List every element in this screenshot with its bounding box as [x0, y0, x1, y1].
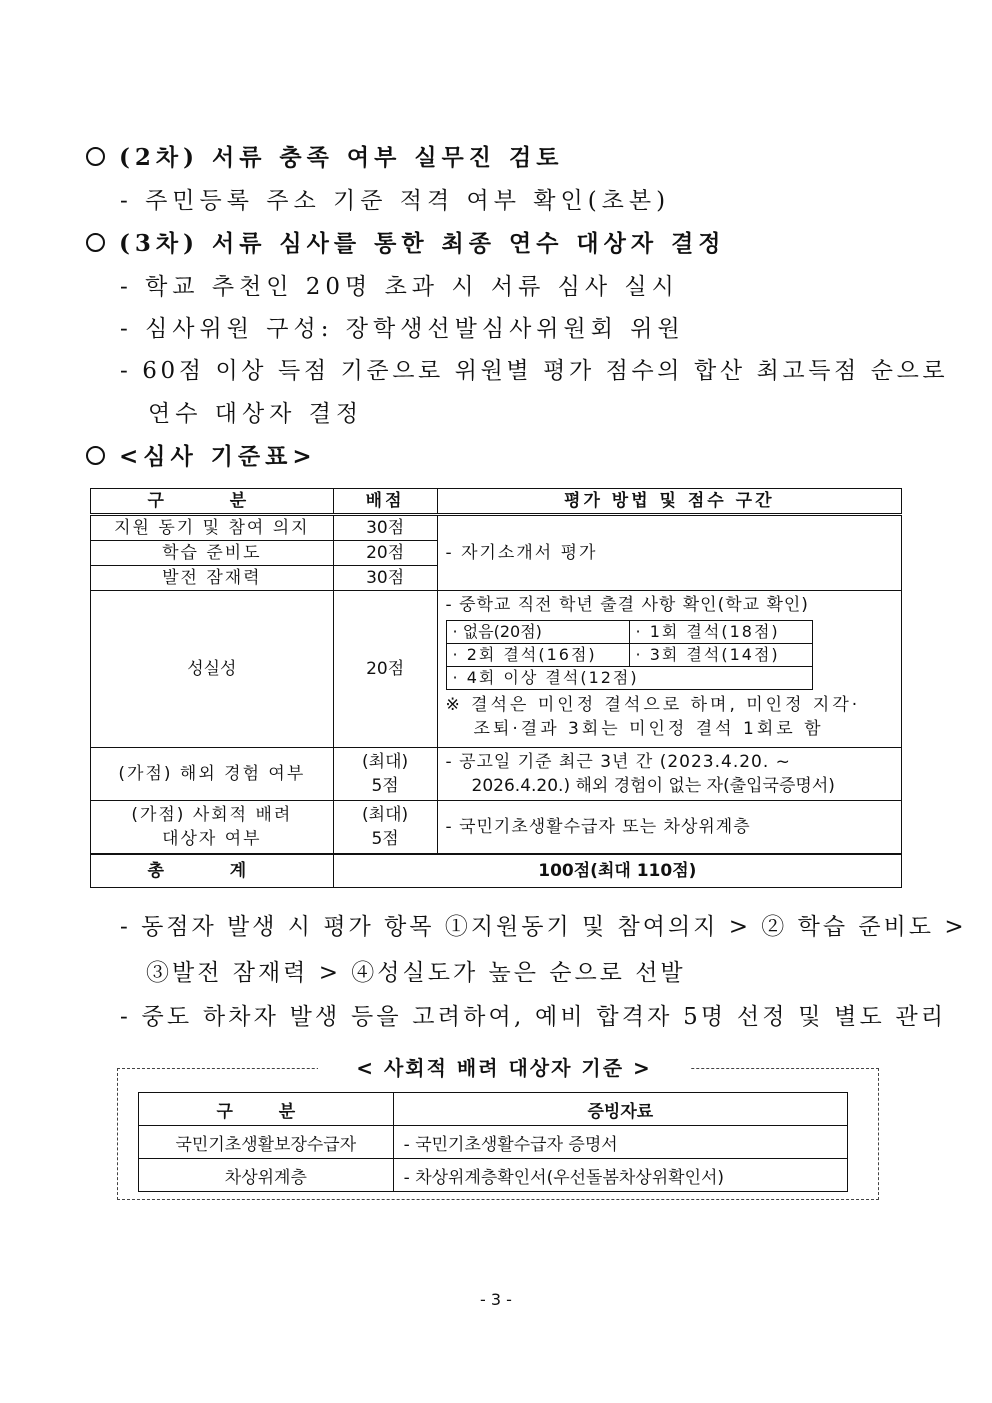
section3-item3a-text: - 60점 이상 득점 기준으로 위원별 평가 점수의 합산 최고득점 순으로 — [120, 358, 949, 384]
row-label: 학습 준비도 — [91, 541, 334, 566]
section3-item3b — [148, 395, 363, 428]
label-line2: 대상자 여부 — [162, 828, 262, 849]
label-line1: (가점) 사회적 배려 — [131, 804, 293, 825]
score-value: 5점 — [371, 828, 399, 849]
circle-bullet-icon — [86, 147, 105, 166]
section3-heading — [86, 225, 726, 258]
grid-cell: · 없음(20점) — [446, 621, 629, 644]
table-row — [91, 591, 902, 748]
social-row-doc: - 차상위계층확인서(우선돌봄차상위확인서) — [393, 1159, 847, 1192]
page-number: - 3 - — [480, 1290, 512, 1309]
reserve-rule-text: - 중도 하차자 발생 등을 고려하여, 예비 합격자 5명 선정 및 별도 관리 — [120, 1004, 947, 1030]
grid-cell: · 1회 결석(18점) — [629, 621, 812, 644]
social-header-category: 구 분 — [139, 1093, 394, 1126]
score-value: 5점 — [371, 776, 399, 796]
row-score: 20점 — [333, 591, 437, 748]
section3-item1-text: - 학교 추천인 20명 초과 시 서류 심사 실시 — [120, 274, 679, 300]
row-score: 20점 — [333, 541, 437, 566]
criteria-heading — [86, 438, 317, 471]
social-row-label: 국민기초생활보장수급자 — [139, 1126, 394, 1159]
total-value: 100점(최대 110점) — [333, 854, 901, 888]
row-label: 성실성 — [91, 591, 334, 748]
circle-bullet-icon — [86, 446, 105, 465]
social-row-doc: - 국민기초생활수급자 증명서 — [393, 1126, 847, 1159]
criteria-title: <심사 기준표> — [119, 443, 317, 470]
row-label: 발전 잠재력 — [91, 566, 334, 591]
method-line1: - 공고일 기준 최근 3년 간 (2023.4.20. ~ — [445, 752, 791, 772]
section2-item — [120, 182, 670, 215]
section3-item2 — [120, 310, 685, 343]
row-score: 30점 — [333, 566, 437, 591]
grid-cell: · 4회 이상 결석(12점) — [446, 667, 812, 690]
row-score — [333, 748, 437, 801]
total-row — [91, 854, 902, 888]
attendance-note2: 조퇴·결과 3회는 미인정 결석 1회로 함 — [473, 719, 824, 739]
table-row — [91, 801, 902, 854]
attendance-note1: ※ 결석은 미인정 결석으로 하며, 미인정 지각· — [445, 695, 861, 715]
row-label — [91, 801, 334, 854]
table-row — [91, 515, 902, 541]
method-line2: 2026.4.20.) 해외 경험이 없는 자(출입국증명서) — [471, 776, 835, 796]
row-label: 지원 동기 및 참여 의지 — [91, 515, 334, 541]
header-method: 평가 방법 및 점수 구간 — [437, 489, 901, 515]
circle-bullet-icon — [86, 233, 105, 252]
score-max: (최대) — [362, 752, 409, 772]
attendance-grid — [446, 620, 813, 690]
header-category: 구 분 — [91, 489, 334, 515]
row-method: - 국민기초생활수급자 또는 차상위계층 — [437, 801, 901, 854]
social-criteria-title: < 사회적 배려 대상자 기준 > — [318, 1052, 690, 1081]
row-score — [333, 801, 437, 854]
row-score: 30점 — [333, 515, 437, 541]
tie-rule-text2: ③발전 잠재력 > ④성실도가 높은 순으로 선발 — [146, 960, 686, 986]
table-row — [91, 748, 902, 801]
section3-title: (3차) 서류 심사를 통한 최종 연수 대상자 결정 — [119, 230, 726, 257]
table-row — [139, 1126, 848, 1159]
table-row — [139, 1159, 848, 1192]
section3-item2-text: - 심사위원 구성: 장학생선발심사위원회 위원 — [120, 316, 685, 342]
social-criteria-table — [138, 1092, 848, 1192]
score-max: (최대) — [362, 804, 409, 825]
section2-item-text: - 주민등록 주소 기준 적격 여부 확인(초본) — [120, 188, 671, 214]
tie-rule-line2 — [146, 954, 686, 987]
social-row-label: 차상위계층 — [139, 1159, 394, 1192]
section3-item3b-text: 연수 대상자 결정 — [148, 401, 364, 427]
social-header-docs: 증빙자료 — [393, 1093, 847, 1126]
total-label: 총 계 — [91, 854, 334, 888]
row-method: - 자기소개서 평가 — [437, 515, 901, 591]
attendance-head: - 중학교 직전 학년 출결 사항 확인(학교 확인) — [445, 595, 809, 615]
section2-heading — [86, 139, 563, 172]
grid-cell: · 3회 결석(14점) — [629, 644, 812, 667]
tie-rule-text1: - 동점자 발생 시 평가 항목 ①지원동기 및 참여의지 > ② 학습 준비도 > — [120, 914, 967, 940]
section3-item1 — [120, 268, 679, 301]
header-score: 배점 — [333, 489, 437, 515]
section2-title: (2차) 서류 충족 여부 실무진 검토 — [119, 144, 564, 171]
criteria-table — [90, 488, 902, 888]
reserve-rule — [120, 998, 946, 1031]
row-method-attendance — [437, 591, 901, 748]
row-label: (가점) 해외 경험 여부 — [91, 748, 334, 801]
grid-cell: · 2회 결석(16점) — [446, 644, 629, 667]
section3-item3a — [120, 352, 948, 385]
tie-rule-line1 — [120, 908, 967, 941]
row-method — [437, 748, 901, 801]
